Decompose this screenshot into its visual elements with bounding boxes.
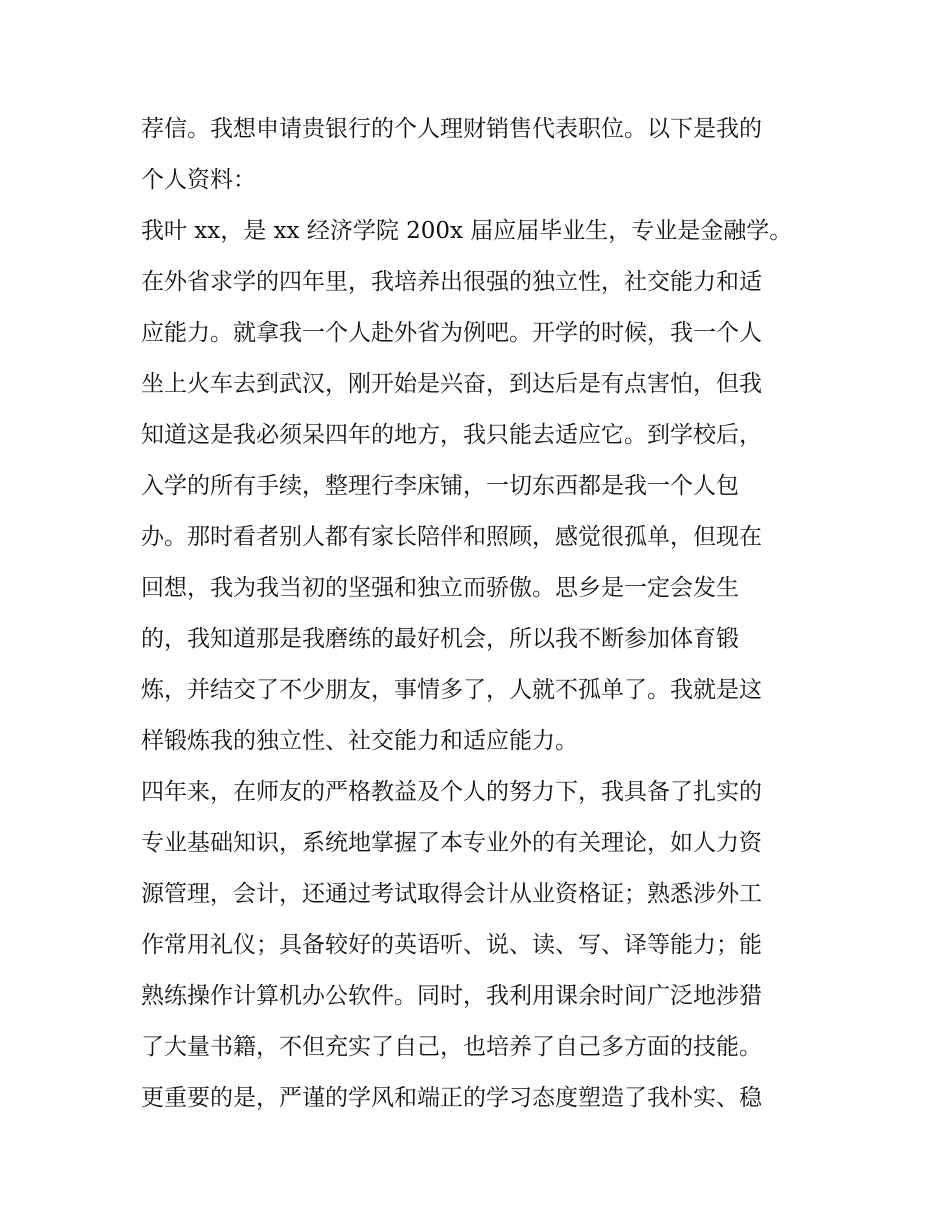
text-line: 个人资料： [141, 167, 256, 193]
text-line: 在外省求学的四年里，我培养出很强的独立性，社交能力和适 [141, 269, 762, 295]
text-line: 办。那时看者别人都有家长陪伴和照顾，感觉很孤单，但现在 [141, 524, 762, 550]
text-line: 更重要的是，严谨的学风和端正的学习态度塑造了我朴实、稳 [141, 1085, 762, 1111]
text-line: 专业基础知识，系统地掌握了本专业外的有关理论，如人力资 [141, 830, 762, 856]
text-line: 样锻炼我的独立性、社交能力和适应能力。 [141, 728, 578, 754]
text-line: 应能力。就拿我一个人赴外省为例吧。开学的时候，我一个人 [141, 320, 762, 346]
text-line: 知道这是我必须呆四年的地方，我只能去适应它。到学校后， [141, 422, 762, 448]
text-line: 炼，并结交了不少朋友，事情多了，人就不孤单了。我就是这 [141, 677, 762, 703]
text-line: 源管理，会计，还通过考试取得会计从业资格证；熟悉涉外工 [141, 881, 762, 907]
text-line: 坐上火车去到武汉，刚开始是兴奋，到达后是有点害怕，但我 [141, 371, 762, 397]
cover-letter-body [141, 104, 816, 1124]
text-line: 荐信。我想申请贵银行的个人理财销售代表职位。以下是我的 [141, 116, 762, 142]
text-line: 我叶 xx，是 xx 经济学院 200x 届应届毕业生，专业是金融学。 [141, 218, 793, 244]
text-line: 作常用礼仪；具备较好的英语听、说、读、写、译等能力；能 [141, 932, 762, 958]
text-line: 的，我知道那是我磨练的最好机会，所以我不断参加体育锻 [141, 626, 739, 652]
text-line: 了大量书籍，不但充实了自己，也培养了自己多方面的技能。 [141, 1034, 762, 1060]
text-line: 四年来，在师友的严格教益及个人的努力下，我具备了扎实的 [141, 779, 762, 805]
text-line: 入学的所有手续，整理行李床铺，一切东西都是我一个人包 [141, 473, 739, 499]
text-line: 回想，我为我当初的坚强和独立而骄傲。思乡是一定会发生 [141, 575, 739, 601]
text-line: 熟练操作计算机办公软件。同时，我利用课余时间广泛地涉猎 [141, 983, 762, 1009]
